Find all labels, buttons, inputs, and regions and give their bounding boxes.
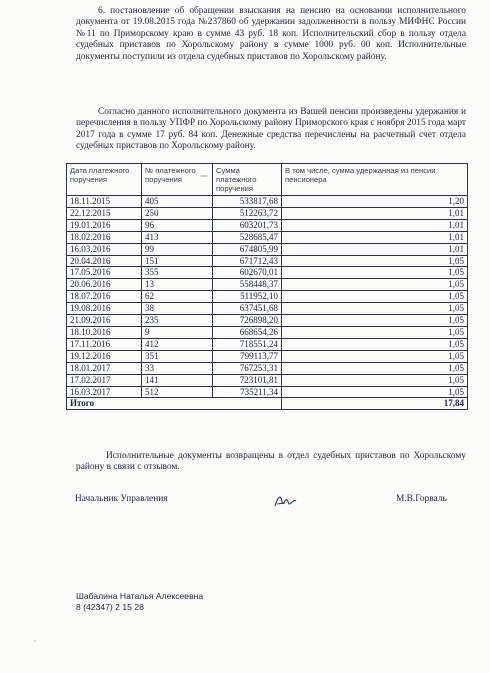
cell-amount: 674805,99	[213, 243, 282, 255]
cell-date: 17.02.2017	[67, 374, 142, 386]
cell-withheld: 1,01	[282, 207, 468, 219]
table-row	[67, 315, 468, 327]
table-row	[67, 255, 468, 267]
cell-amount: 558448,37	[213, 279, 282, 291]
cell-number: 38	[142, 303, 213, 315]
cell-number: 9	[142, 326, 213, 338]
cell-amount: 533817,68	[213, 196, 282, 208]
cell-withheld: 1,01	[282, 219, 468, 231]
cell-withheld: 1,05	[282, 326, 468, 338]
table-row	[67, 362, 468, 374]
cell-date: 18.01.2017	[67, 362, 142, 374]
scan-artifact	[200, 175, 208, 177]
signatory-position: Начальник Управления	[75, 494, 168, 504]
cell-number: 33	[142, 362, 213, 374]
cell-date: 20.04.2016	[67, 255, 142, 267]
cell-number: 351	[142, 350, 213, 362]
cell-date: 21.09.2016	[67, 315, 142, 327]
table-row	[67, 279, 468, 291]
total-label: Итого	[67, 398, 282, 410]
table-row	[67, 243, 468, 255]
cell-date: 18.10.2016	[67, 326, 142, 338]
cell-withheld: 1,05	[282, 338, 468, 350]
cell-withheld: 1,01	[282, 243, 468, 255]
cell-number: 512	[142, 386, 213, 398]
cell-amount: 671712,43	[213, 255, 282, 267]
cell-withheld: 1,05	[282, 350, 468, 362]
cell-amount: 603201,73	[213, 219, 282, 231]
paragraph-deductions-text: Согласно данного исполнительного документа из Вашей пенсии произведены удержания и перечисления в пользу УПФР по Хорольскому району Приморского края с ноября 2015 года март 2017 года в сумме 17 руб. 84 коп. Денежные средства перечислены на расчетный счет отдела судебных приставов по Хорольскому району.	[76, 107, 466, 152]
paragraph-returned	[76, 451, 466, 474]
scan-artifact	[34, 640, 36, 642]
table-row	[67, 350, 468, 362]
cell-withheld: 1,05	[282, 303, 468, 315]
cell-withheld: 1,20	[282, 196, 468, 208]
cell-withheld: 1,05	[282, 291, 468, 303]
cell-date: 20.06.2016	[67, 279, 142, 291]
cell-date: 17.11.2016	[67, 338, 142, 350]
table-row	[67, 326, 468, 338]
cell-number: 96	[142, 219, 213, 231]
executor-name: Шабалина Наталья Алексеевна	[76, 591, 204, 601]
payments-table	[66, 163, 468, 410]
table-row	[67, 231, 468, 243]
cell-withheld: 1,05	[282, 374, 468, 386]
cell-withheld: 1,05	[282, 255, 468, 267]
cell-withheld: 1,05	[282, 362, 468, 374]
cell-amount: 668654,26	[213, 326, 282, 338]
table-row	[67, 303, 468, 315]
cell-amount: 512263,72	[213, 207, 282, 219]
cell-date: 18.07.2016	[67, 291, 142, 303]
cell-withheld: 1,01	[282, 231, 468, 243]
table-row	[67, 386, 468, 398]
signatory-name: М.В.Горваль	[396, 494, 447, 504]
cell-date: 19.12.2016	[67, 350, 142, 362]
table-body	[67, 196, 468, 398]
cell-date: 17.05.2016	[67, 267, 142, 279]
cell-amount: 767253,31	[213, 362, 282, 374]
executor-phone: 8 (42347) 2 15 28	[76, 602, 144, 612]
cell-number: 250	[142, 207, 213, 219]
paragraph-decree	[76, 6, 466, 63]
cell-date: 22.12.2015	[67, 207, 142, 219]
paragraph-decree-text: 6. постановление об обращении взыскания на пенсию на основании исполнительного документа от 19.08.2015 года №237860 об удержании задолженности в пользу МИФНС России №11 по Приморскому краю в сумме 43 руб. 18 коп. Исполнительский сбор в пользу отдела судебных приставов по Хорольскому району в сумме 1000 руб. 00 коп. Исполнительные документы поступили из отдела судебных приставов по Хорольскому району.	[76, 6, 466, 62]
table-row	[67, 338, 468, 350]
cell-amount: 726898,20	[213, 315, 282, 327]
table-row	[67, 267, 468, 279]
header-withheld: В том числе, сумма удержанная из пенсии пенсионера	[282, 164, 468, 196]
cell-date: 18.02.2016	[67, 231, 142, 243]
cell-withheld: 1,05	[282, 279, 468, 291]
header-date: Дата платежного поручения	[67, 164, 142, 196]
cell-number: 235	[142, 315, 213, 327]
cell-amount: 511952,10	[213, 291, 282, 303]
table-header-row	[67, 164, 468, 196]
cell-withheld: 1,05	[282, 267, 468, 279]
cell-number: 99	[142, 243, 213, 255]
paragraph-returned-text: Исполнительные документы возвращены в отдел судебных приставов по Хорольскому району в связи с отзывом.	[76, 451, 466, 473]
table-total-row	[67, 398, 468, 410]
header-amount: Сумма платежного поручения	[213, 164, 282, 196]
cell-number: 141	[142, 374, 213, 386]
handwritten-signature	[272, 492, 298, 510]
table-row	[67, 207, 468, 219]
table-row	[67, 196, 468, 208]
cell-date: 16.03.2016	[67, 243, 142, 255]
cell-number: 412	[142, 338, 213, 350]
table-row	[67, 219, 468, 231]
table-row	[67, 291, 468, 303]
cell-amount: 528685,47	[213, 231, 282, 243]
cell-amount: 718551,24	[213, 338, 282, 350]
cell-date: 19.08.2016	[67, 303, 142, 315]
cell-amount: 723101,81	[213, 374, 282, 386]
cell-withheld: 1,05	[282, 315, 468, 327]
cell-date: 16.03.2017	[67, 386, 142, 398]
paragraph-deductions	[76, 107, 466, 153]
cell-amount: 637451,68	[213, 303, 282, 315]
cell-number: 13	[142, 279, 213, 291]
cell-date: 18.11.2015	[67, 196, 142, 208]
cell-amount: 602670,01	[213, 267, 282, 279]
cell-number: 355	[142, 267, 213, 279]
cell-number: 62	[142, 291, 213, 303]
cell-number: 151	[142, 255, 213, 267]
cell-date: 19.01.2016	[67, 219, 142, 231]
cell-number: 405	[142, 196, 213, 208]
header-number: № платежного поручения	[142, 164, 213, 196]
cell-number: 413	[142, 231, 213, 243]
total-value: 17,84	[282, 398, 468, 410]
cell-amount: 735211,34	[213, 386, 282, 398]
cell-amount: 799113,77	[213, 350, 282, 362]
cell-withheld: 1,05	[282, 386, 468, 398]
table-row	[67, 374, 468, 386]
